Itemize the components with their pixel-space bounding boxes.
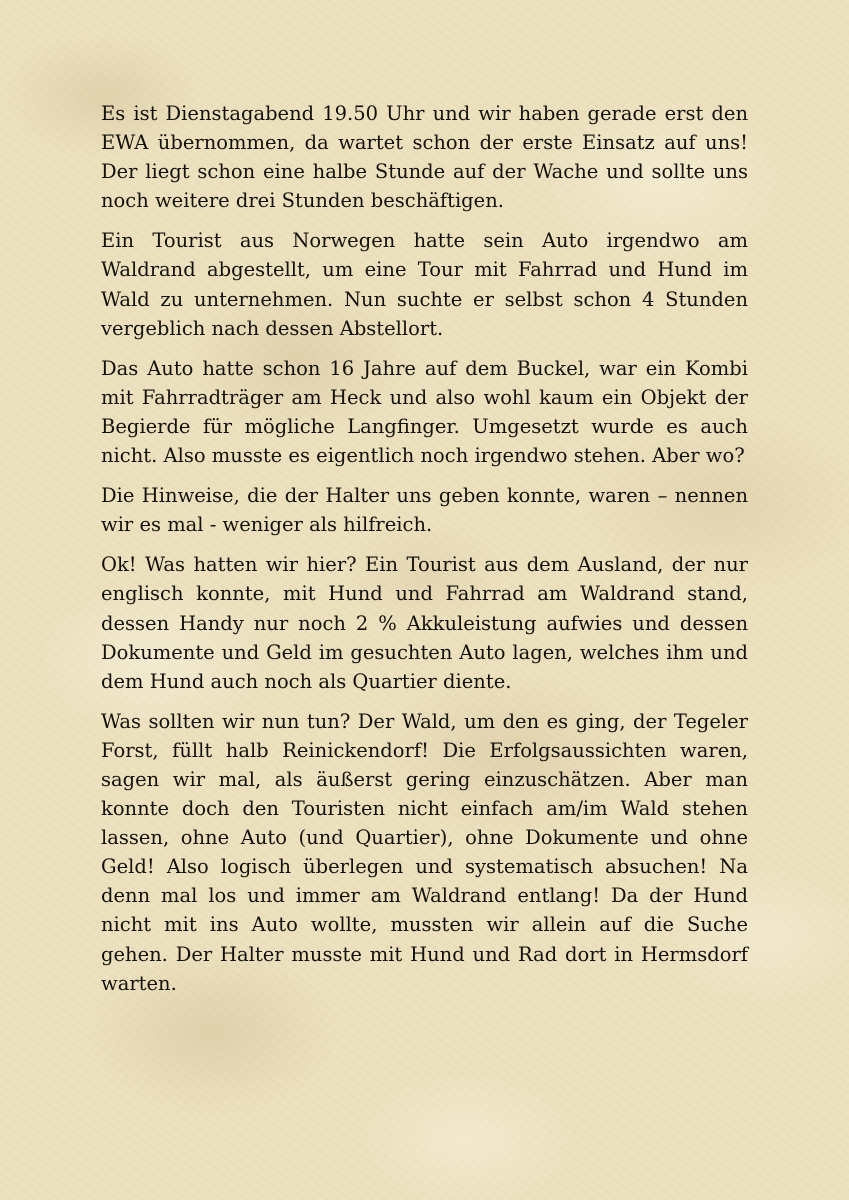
paragraph-4: Die Hinweise, die der Halter uns geben konnte, waren – nennen wir es mal - weniger als hilfreich. bbox=[101, 484, 748, 537]
paragraph-1: Es ist Dienstagabend 19.50 Uhr und wir haben gerade erst den EWA übernommen, da wartet schon der erste Einsatz auf uns! Der liegt schon eine halbe Stunde auf der Wache und sollte uns noch weitere drei Stunden beschäftigen. bbox=[101, 102, 748, 213]
paragraph-5: Ok! Was hatten wir hier? Ein Tourist aus dem Ausland, der nur englisch konnte, mit Hund und Fahrrad am Waldrand stand, dessen Handy nur noch 2 % Akkuleistung aufwies und dessen Dokumente und Geld im gesuchten Auto lagen, welches ihm und dem Hund auch noch als Quartier diente. bbox=[101, 553, 748, 693]
document-body bbox=[101, 99, 748, 1009]
paragraph-6: Was sollten wir nun tun? Der Wald, um den es ging, der Tegeler Forst, füllt halb Reinickendorf! Die Erfolgsaussichten waren, sagen wir mal, als äußerst gering einzuschätzen. Aber man konnte doch den Touristen nicht einfach am/im Wald stehen lassen, ohne Auto (und Quartier), ohne Dokumente und ohne Geld! Also logisch überlegen und systematisch absuchen! Na denn mal los und immer am Waldrand entlang! Da der Hund nicht mit ins Auto wollte, mussten wir allein auf die Suche gehen. Der Halter musste mit Hund und Rad dort in Hermsdorf warten. bbox=[101, 709, 748, 995]
paragraph-2: Ein Tourist aus Norwegen hatte sein Auto irgendwo am Waldrand abgestellt, um eine Tour mit Fahrrad und Hund im Wald zu unternehmen. Nun suchte er selbst schon 4 Stunden vergeblich nach dessen Abstellort. bbox=[101, 229, 748, 340]
paragraph-3: Das Auto hatte schon 16 Jahre auf dem Buckel, war ein Kombi mit Fahrradträger am Heck und also wohl kaum ein Objekt der Begierde für mögliche Langfinger. Umgesetzt wurde es auch nicht. Also musste es eigentlich noch irgendwo stehen. Aber wo? bbox=[101, 356, 748, 468]
